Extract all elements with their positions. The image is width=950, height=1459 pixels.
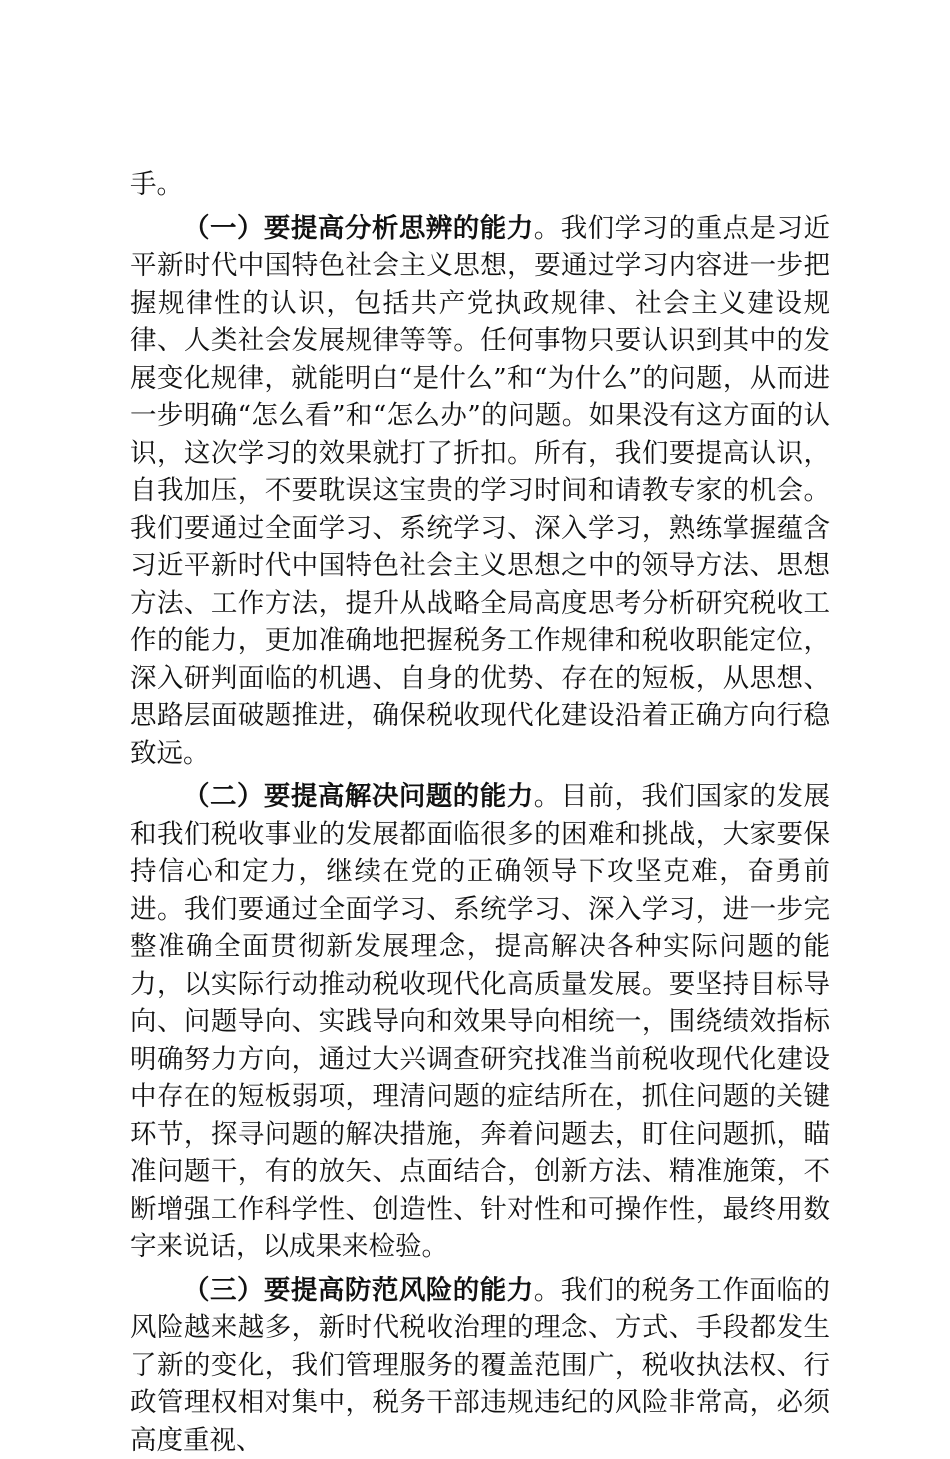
paragraph-text: 手。 xyxy=(130,169,183,200)
paragraph-text: 。目前，我们国家的发展和我们税收事业的发展都面临很多的困难和挑战，大家要保持信心和定力，继续在党的正确领导下攻坚克难，奋勇前进。我们要通过全面学习、系统学习、深入学习，进一步完整准确全面贯彻新发展理念，提高解决各种实际问题的能力，以实际行动推动税收现代化高质量发展。要坚持目标导向、问题导向、实践导向和效果导向相统一，围绕绩效指标明确努力方向，通过大兴调查研究找准当前税收现代化建设中存在的短板弱项，理清问题的症结所在，抓住问题的关键环节，探寻问题的解决措施，奔着问题去，盯住问题抓，瞄准问题干，有的放矢、点面结合，创新方法、精准施策，不断增强工作科学性、创造性、针对性和可操作性，最终用数字来说话，以成果来检验。 xyxy=(130,781,830,1262)
paragraph-section-2 xyxy=(130,778,830,1266)
paragraph-section-1 xyxy=(130,210,830,773)
document-page xyxy=(130,166,830,1459)
paragraph-text: 。我们的税务工作面临的风险越来越多，新时代税收治理的理念、方式、手段都发生了新的变化，我们管理服务的覆盖范围广，税收执法权、行政管理权相对集中，税务干部违规违纪的风险非常高，必须高度重视、 xyxy=(130,1275,830,1456)
section-heading: （一）要提高分析思辨的能力 xyxy=(183,213,534,244)
paragraph-text: 。我们学习的重点是习近平新时代中国特色社会主义思想，要通过学习内容进一步把握规律性的认识，包括共产党执政规律、社会主义建设规律、人类社会发展规律等等。任何事物只要认识到其中的发展变化规律，就能明白“是什么”和“为什么”的问题，从而进一步明确“怎么看”和“怎么办”的问题。如果没有这方面的认识，这次学习的效果就打了折扣。所有，我们要提高认识，自我加压，不要耽误这宝贵的学习时间和请教专家的机会。我们要通过全面学习、系统学习、深入学习，熟练掌握蕴含习近平新时代中国特色社会主义思想之中的领导方法、思想方法、工作方法，提升从战略全局高度思考分析研究税收工作的能力，更加准确地把握税务工作规律和税收职能定位，深入研判面临的机遇、自身的优势、存在的短板，从思想、思路层面破题推进，确保税收现代化建设沿着正确方向行稳致远。 xyxy=(130,213,830,769)
paragraph-continuation xyxy=(130,166,830,204)
section-heading: （三）要提高防范风险的能力 xyxy=(183,1275,534,1306)
section-heading: （二）要提高解决问题的能力 xyxy=(183,781,534,812)
paragraph-section-3 xyxy=(130,1272,830,1459)
